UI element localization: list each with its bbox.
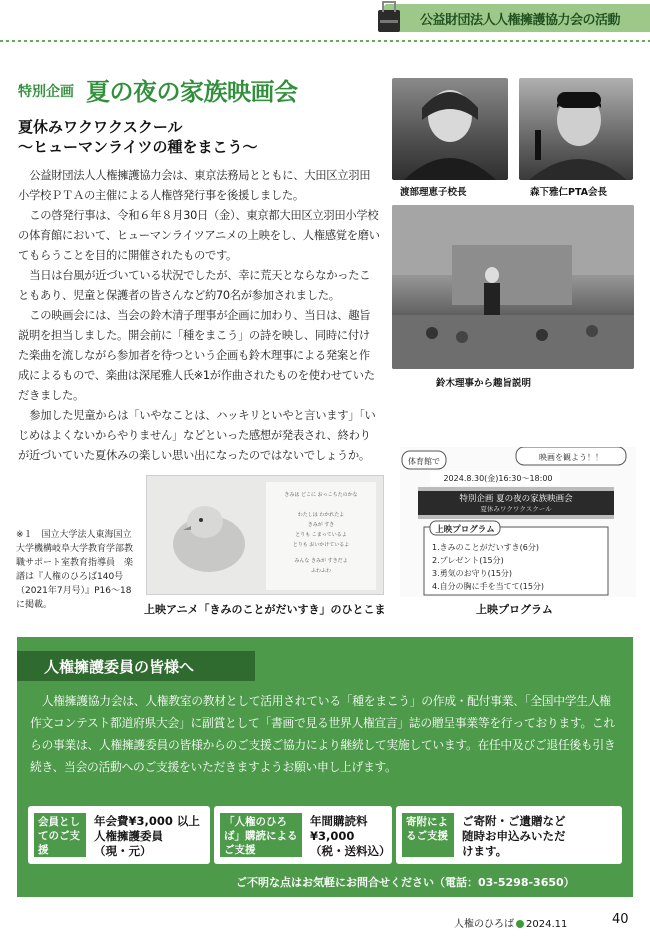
program-item: 2.プレゼント(15分) — [432, 556, 504, 565]
book-line: わたしは わかれたよ — [297, 512, 345, 518]
paragraph: この啓発行事は、令和６年８月30日（金）、東京都大田区立羽田小学校の体育館において、ヒューマンライツアニメの上映をし、人権感覚を磨いてもらうことを目的に開催されたものです。 — [18, 209, 380, 262]
pta-president-photo — [519, 78, 633, 180]
book-page — [266, 482, 376, 590]
dotted-divider — [0, 40, 650, 42]
article-body — [18, 166, 380, 466]
support-card-label: 「人権のひろば」購読によるご支援 — [220, 813, 302, 857]
photo-caption-anime: 上映アニメ「きみのことがだいすき」のひとこま — [144, 603, 386, 616]
footnote: ※１ 国立大学法人東海国立大学機構岐阜大学教育学部教職サポート室教育指導員 楽譜は『人権のひろば140号（2021年7月号）』P16〜18に掲載。 — [16, 530, 134, 610]
book-line: とりも おいかけているよ — [292, 542, 350, 548]
book-line: ふわふわ — [310, 568, 332, 574]
article-title: 夏の夜の家族映画会 — [86, 78, 298, 106]
principal-photo — [392, 78, 508, 180]
program-flyer — [400, 447, 636, 597]
paragraph: 公益財団法人人権擁護協力会は、東京法務局とともに、大田区立羽田小学校ＰＴＡの主催による人権啓発行事を後援しました。 — [18, 169, 371, 202]
gym-presentation-photo — [392, 205, 634, 369]
photo-caption-suzuki: 鈴木理事から趣旨説明 — [436, 378, 532, 389]
program-item: 3.勇気のお守り(15分) — [432, 569, 513, 578]
photo-caption-principal: 渡部理恵子校長 — [400, 187, 467, 198]
flyer-date: 2024.8.30(金)16:30〜18:00 — [443, 474, 553, 483]
flyer-bubble-left: 体育館で — [408, 457, 440, 466]
program-item: 1.きみのことがだいすき(6分) — [432, 543, 539, 552]
binder-clip-icon — [374, 0, 404, 36]
book-line: きみは どこに おっこちたのかな — [284, 492, 358, 498]
page-footer — [454, 915, 567, 930]
appeal-body: 人権擁護協力会は、人権教室の教材として活用されている「種をまこう」の作成・配付事業、「全国中学生人権作文コンテスト都道府県大会」に副賞として「書画で見る世界人権宣言」誌の贈呈事業等を行っております。これらの事業は、人権擁護委員の皆様からのご支援ご協力により継続して実施しています。在任中及びご退任後も引き続き、当会の活動へのご支援をいただきますようお願い申し上げます。 — [30, 694, 616, 774]
support-card-text: ご寄附・ご遺贈など 随時お申込みいただ けます。 — [462, 814, 566, 858]
book-line: とりも こまっているよ — [295, 532, 347, 538]
header-title: 公益財団法人人権擁護協力会の活動 — [420, 13, 621, 28]
flyer-program-title: 上映プログラム — [435, 525, 495, 535]
book-line: きみが すき — [307, 522, 335, 528]
contact-line: ご不明な点はお気軽にお問合せください（電話：03-5298-3650） — [236, 876, 575, 889]
program-item: 4.自分の胸に手を当てて(15分) — [432, 582, 545, 591]
feature-tag: 特別企画 — [18, 84, 74, 100]
paragraph: 参加した児童からは「いやなことは、ハッキリといやと言います」「いじめはよくないからやりません」などといった感想が発表され、終わりが近づいていた夏休みの楽しい思い出になったのではないでしょうか。 — [18, 409, 376, 462]
article-subtitle: 夏休みワクワクスクール — [18, 118, 183, 136]
support-card-label: 会員としてのご支援 — [34, 813, 86, 857]
article-subtitle-2: 〜ヒューマンライツの種をまこう〜 — [18, 138, 258, 156]
anime-still-image — [146, 475, 384, 595]
bird-illustration — [147, 476, 265, 594]
bullet-dot-icon — [516, 920, 524, 928]
support-card-text: 年会費¥3,000 以上 人権擁護委員 （現・元） — [94, 814, 200, 858]
flyer-graphic — [400, 447, 636, 597]
magazine-name: 人権のひろば — [454, 919, 514, 930]
support-card-subscription — [214, 806, 392, 864]
book-line: みんな きみが すきだよ — [294, 558, 348, 564]
support-card-member — [28, 806, 210, 864]
flyer-event: 特別企画 夏の夜の家族映画会 — [459, 494, 573, 504]
appeal-title: 人権擁護委員の皆様へ — [44, 658, 195, 676]
photo-caption-program: 上映プログラム — [476, 603, 553, 616]
issue-date: 2024.11 — [526, 919, 568, 930]
page-number: 40 — [612, 912, 629, 927]
paragraph: 当日は台風が近づいている状況でしたが、幸に荒天とならなかったこともあり、児童と保護者の皆さんなど約70名が参加されました。 — [18, 269, 371, 302]
photo-caption-pta: 森下雅仁PTA会長 — [530, 187, 608, 198]
support-card-label: 寄附によるご支援 — [402, 813, 454, 857]
flyer-sub: 夏休みワクワクスクール — [480, 505, 552, 513]
support-card-donation — [396, 806, 622, 864]
support-card-text: 年間購読料 ¥3,000 （税・送料込） — [310, 814, 391, 858]
paragraph: この映画会には、当会の鈴木清子理事が企画に加わり、当日は、趣旨説明を担当しました。開会前に「種をまこう」の詩を映し、同時に付けた楽曲を流しながら参加者を待つという企画も鈴木理事による発案と作成によるもので、楽曲は深尾雅人氏※1が作曲されたものを使わせていただきました。 — [18, 309, 375, 402]
flyer-bubble-right: 映画を観よう！！ — [539, 453, 603, 462]
section-header — [368, 0, 650, 40]
